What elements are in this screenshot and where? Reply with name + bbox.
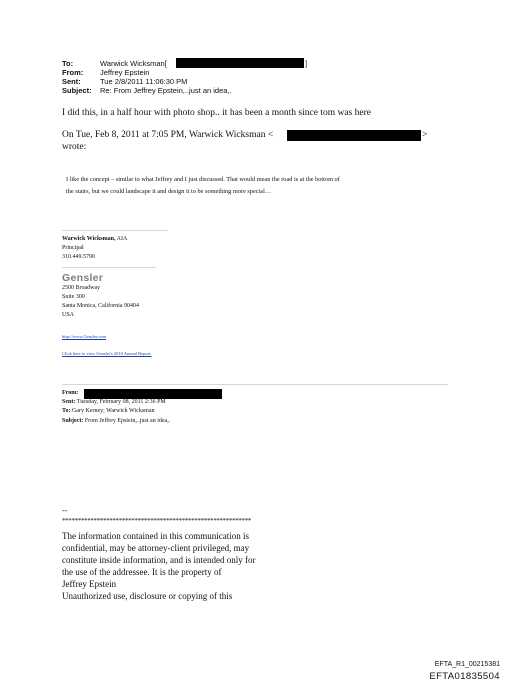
original-sent-label: Sent: bbox=[62, 399, 76, 405]
original-to-value: Gary Kerney; Warwick Wicksman bbox=[70, 408, 155, 414]
quoted-line-1: I like the concept – similar to what Jeffrey and I just discussed. That would mean the road is at the bottom of bbox=[66, 176, 340, 183]
subject-value: Re: From Jeffrey Epstein,..just an idea,. bbox=[100, 86, 232, 95]
address-line-3: Santa Monica, California 90404 bbox=[62, 303, 139, 309]
to-value: Warwick Wicksman[ bbox=[100, 59, 167, 68]
original-subject bbox=[62, 418, 170, 424]
quoted-line-2: the stairs, but we could landscape it and design it to be something more special… bbox=[66, 188, 272, 195]
redaction-quote-email bbox=[287, 130, 421, 141]
company-logo-text: Gensler bbox=[62, 272, 104, 284]
disclaimer-line-6: Unauthorized use, disclosure or copying of this bbox=[62, 591, 233, 601]
address-line-2: Suite 300 bbox=[62, 294, 85, 300]
bates-stamp-1: EFTA_R1_00215381 bbox=[434, 661, 500, 668]
original-from-label: From: bbox=[62, 390, 79, 396]
original-sent-value: Tuesday, February 08, 2011 2:36 PM bbox=[75, 399, 166, 405]
signature-name bbox=[62, 236, 127, 242]
redaction-original-from bbox=[84, 389, 222, 399]
bates-stamp-2: EFTA01835504 bbox=[429, 671, 500, 682]
quote-intro-end: > bbox=[422, 130, 428, 140]
disclaimer-line-2: confidential, may be attorney-client privileged, may bbox=[62, 543, 250, 553]
quote-intro: On Tue, Feb 8, 2011 at 7:05 PM, Warwick Wicksman < bbox=[62, 130, 274, 140]
subject-label: Subject: bbox=[62, 86, 92, 95]
disclaimer-line-1: The information contained in this communication is bbox=[62, 531, 249, 541]
signature-phone: 310.449.5790 bbox=[62, 254, 95, 260]
signature-title: Principal bbox=[62, 245, 84, 251]
signature-name-bold: Warwick Wicksman, bbox=[62, 236, 116, 242]
reply-text: I did this, in a half hour with photo shop.. it has been a month since tom was here bbox=[62, 108, 371, 118]
from-label: From: bbox=[62, 68, 84, 77]
original-sent bbox=[62, 399, 166, 405]
annual-report-link[interactable]: Click here to view Gensler's 2010 Annual Report. bbox=[62, 351, 152, 356]
original-to bbox=[62, 408, 154, 414]
disclaimer-line-5: Jeffrey Epstein bbox=[62, 579, 117, 589]
disclaimer-line-3: constitute inside information, and is intended only for bbox=[62, 555, 256, 565]
website-link[interactable]: http://www.Gensler.com bbox=[62, 334, 106, 339]
to-bracket: ] bbox=[305, 59, 308, 68]
signature-name-suffix: AIA bbox=[115, 236, 128, 242]
address-line-1: 2500 Broadway bbox=[62, 285, 101, 291]
disclaimer-stars: ************************************************************ bbox=[62, 517, 252, 525]
sent-label: Sent: bbox=[62, 77, 81, 86]
address-country: USA bbox=[62, 312, 75, 318]
disclaimer-dashes: -- bbox=[62, 506, 68, 515]
original-to-label: To: bbox=[62, 408, 71, 414]
sent-value: Tue 2/8/2011 11:06:30 PM bbox=[100, 77, 188, 86]
original-subject-value: From Jeffrey Epstein,..just an idea,. bbox=[83, 418, 171, 424]
wrote-label: wrote: bbox=[62, 142, 87, 152]
disclaimer-line-4: the use of the addressee. It is the property of bbox=[62, 567, 222, 577]
from-value: Jeffrey Epstein bbox=[100, 68, 150, 77]
signature-divider-2 bbox=[62, 267, 156, 268]
to-label: To: bbox=[62, 59, 74, 68]
signature-divider bbox=[62, 230, 168, 231]
original-divider bbox=[62, 384, 448, 385]
original-subject-label: Subject: bbox=[62, 418, 84, 424]
redaction-to-email bbox=[176, 58, 304, 68]
